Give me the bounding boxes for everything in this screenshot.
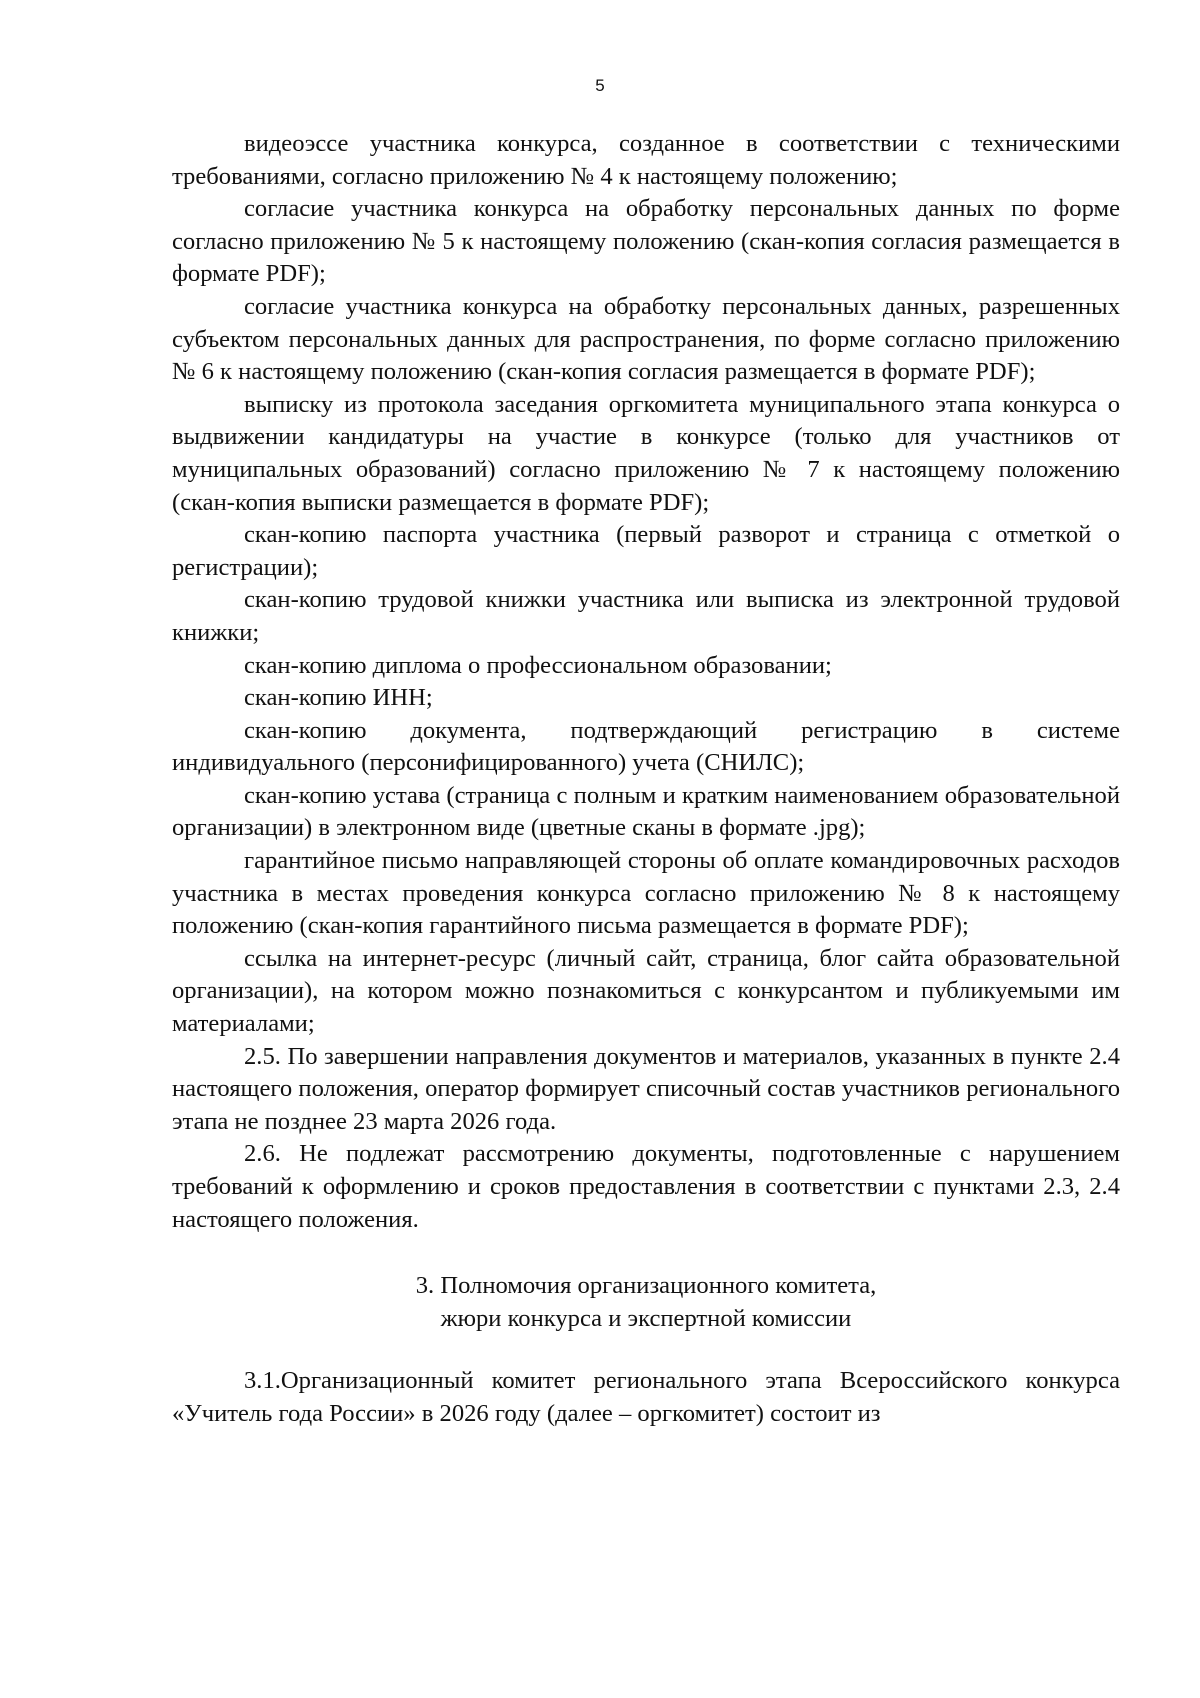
paragraph-videoessay: видеоэссе участника конкурса, созданное в соответствии с техническими требованиями, согласно приложению № 4 к настоящему положению; (172, 130, 1120, 190)
paragraph-2-5: 2.5. По завершении направления документов и материалов, указанных в пункте 2.4 настоящего положения, оператор формирует списочный состав участников регионального этапа не позднее 23 марта 2026 года. (172, 1042, 1120, 1135)
document-body (172, 128, 1120, 1431)
paragraph-3-1: 3.1.Организационный комитет регионального этапа Всероссийского конкурса «Учитель года России» в 2026 году (далее – оргкомитет) состоит из (172, 1367, 1120, 1427)
paragraph-guarantee-letter: гарантийное письмо направляющей стороны об оплате командировочных расходов участника в местах проведения конкурса согласно приложению № 8 к настоящему положению (скан-копия гарантийного письма размещается в формате PDF); (172, 847, 1120, 940)
section-heading-line-1: 3. Полномочия организационного комитета, (415, 1272, 877, 1300)
page-number: 5 (595, 76, 605, 95)
paragraph-internet-resource: ссылка на интернет-ресурс (личный сайт, страница, блог сайта образовательной организации), на котором можно познакомиться с конкурсантом и публикуемыми им материалами; (172, 944, 1120, 1038)
paragraph-consent-personal-data: согласие участника конкурса на обработку персональных данных по форме согласно приложению № 5 к настоящему положению (скан-копия согласия размещается в формате PDF); (172, 195, 1120, 288)
paragraph-snils-scan: скан-копию документа, подтверждающий регистрацию в системе индивидуального (персонифицированного) учета (СНИЛС); (172, 716, 1120, 777)
paragraph-inn-scan: скан-копию ИНН; (244, 684, 433, 712)
paragraph-protocol-extract: выписку из протокола заседания оргкомитета муниципального этапа конкурса о выдвижении кандидатуры на участие в конкурсе (только для участников от муниципальных образований) согласно приложению № 7 к настоящему положению (скан-копия выписки размещается в формате PDF); (172, 390, 1120, 516)
paragraph-charter-scan: скан-копию устава (страница с полным и кратким наименованием образовательной организации) в электронном виде (цветные сканы в формате .jpg); (172, 781, 1120, 842)
section-heading (172, 1270, 1120, 1335)
paragraph-2-6: 2.6. Не подлежат рассмотрению документы, подготовленные с нарушением требований к оформлению и сроков предоставления в соответствии с пунктами 2.3, 2.4 настоящего положения. (172, 1140, 1120, 1233)
paragraph-consent-distribution: согласие участника конкурса на обработку персональных данных, разрешенных субъектом персональных данных для распространения, по форме согласно приложению № 6 к настоящему положению (скан-копия согласия размещается в формате PDF); (172, 292, 1120, 386)
paragraph-employment-book-scan: скан-копию трудовой книжки участника или выписка из электронной трудовой книжки; (172, 586, 1120, 646)
paragraph-diploma-scan: скан-копию диплома о профессиональном образовании; (244, 651, 832, 679)
paragraph-passport-scan: скан-копию паспорта участника (первый разворот и страница с отметкой о регистрации); (172, 521, 1120, 581)
section-heading-line-2: жюри конкурса и экспертной комиссии (440, 1304, 852, 1332)
